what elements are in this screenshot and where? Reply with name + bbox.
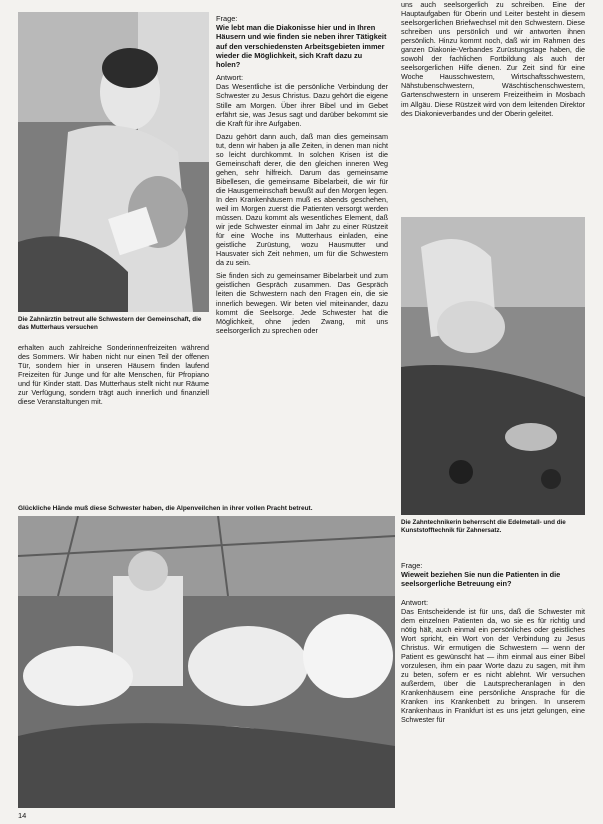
answer-1-paragraph-1: Das Wesentliche ist die persönliche Verbindung der Schwester zu Jesus Christus. Dazu gehört die eigene Stille am Morgen. Über ihrer Bibel und im Gebet erfährt sie, was Jesus sagt und darüber bekommt sie die Kraft für ihre Aufgaben.: [216, 82, 388, 128]
photo-dentist: [18, 12, 209, 312]
answer-1-paragraph-3: Sie finden sich zu gemeinsamer Bibelarbeit und zum geistlichen Gespräch zusammen. Das Gespräch leiten die Schwestern nach den Fragen ein, die sie innerlich bewegen. Wir beten viel miteinander, dazu kommt die Seelsorge. Jede Schwester hat die Möglichkeit, ohne jeden Zwang, mit uns seelsorgerlich zu sprechen oder: [216, 271, 388, 335]
caption-dentist: Die Zahnärztin betreut alle Schwestern der Gemeinschaft, die das Mutterhaus versuchen: [18, 316, 202, 331]
question-2: Wieweit beziehen Sie nun die Patienten in die seelsorgerliche Betreuung ein?: [401, 570, 561, 589]
photo-dentist-graphic: [18, 12, 209, 312]
answer-label-1: Antwort:: [216, 73, 244, 83]
question-label-1: Frage:: [216, 14, 238, 23]
question-label-2: Frage:: [401, 561, 423, 570]
photo-dental-technician-graphic: [401, 217, 585, 515]
question-1: Wie lebt man die Diakonisse hier und in Ihren Häusern und wie finden sie neben ihrer Tätigkeit auf den verschiedensten Arbeitsgebieten immer wieder die Möglichkeit, sich Kraft dazu zu holen?: [216, 23, 387, 70]
answer-label-2: Antwort:: [401, 597, 429, 607]
middle-column: [216, 14, 388, 504]
caption-dental-technician: Die Zahntechnikerin beherrscht die Edelmetall- und die Kunststofftechnik für Zahnersatz.: [401, 519, 566, 534]
page-number: 14: [18, 811, 27, 820]
photo-cyclamen-greenhouse: [18, 516, 395, 808]
left-column-text: erhalten auch zahlreiche Sonderinnenfreizeiten während des Sommers. Wir haben nicht nur einen Teil der offenen Tür, sondern hier in unseren Häusern finden laufend Freizeiten für Junge und für alte Menschen, für Pfropiano und für Kinder statt. Das Mutterhaus stellt nicht nur Räume zur Verfügung, sondern trägt auch innerlich und finanziell diese Veranstaltungen mit.: [18, 343, 209, 407]
right-column-top-text: uns auch seelsorgerlich zu schreiben. Eine der Hauptaufgaben für Oberin und Leiter besteht in diesem seelsorgerlichen Briefwechsel mit den Schwestern. Diese schreiben uns persönlich und wir antworten ihnen persönlich. Hinzu kommt noch, daß wir im Rahmen des ganzen Diakonie-Verbandes Zurüstungstage haben, die sowohl der fachlichen Fortbildung als auch der seelsorgerlichen Hilfe dienen. Zur Zeit sind für eine Woche Hausschwestern, Wirtschaftsschwestern, Nähstubenschwestern, Wäschtischenschwestern, Gartenschwestern in unserem Freizeitheim in Mosbach im Allgäu. Diese Rüstzeit wird von dem leitenden Direktor des Diakonieverbandes und der Oberin geleitet.: [401, 0, 585, 118]
photo-dental-technician: [401, 217, 585, 515]
caption-cyclamen: Glückliche Hände muß diese Schwester haben, die Alpenveilchen in ihrer vollen Pracht betreut.: [18, 505, 313, 512]
answer-2: Das Entscheidende ist für uns, daß die Schwester mit dem einzelnen Patienten da, wo sie es für richtig und nötig hält, auch einmal ein persönliches oder geistliches Wort spricht, ein Wort von der Verbindung zu Jesus Christus. Wir ermutigen die Schwestern — wenn der Patient es gewünscht hat — ihm einmal aus einer Bibel vorzulesen, ihm ein paar Worte dazu zu sagen, mit ihm zu beten, sofern er es nicht ablehnt. Wir versuchen außerdem, über die Lautsprecheranlagen in den Krankenhäusern eine persönliche Ansprache für die Kranken ins Krankenbett zu bringen. In unserem Krankenhaus in Frankfurt ist es uns jetzt gelungen, eine Schwester für: [401, 606, 585, 725]
photo-cyclamen-graphic: [18, 516, 395, 808]
answer-1-paragraph-2: Dazu gehört dann auch, daß man dies gemeinsam tut, denn wir haben ja alle Zeiten, in denen man nicht so leicht durchkommt. In solchen Krisen ist die Gemeinschaft derer, die den gleichen inneren Weg gehen, sehr hilfreich. Darum das gemeinsame Bibellesen, die gemeinsame Bibelarbeit, die wir für die Hausgemeinschaft bewußt auf den Morgen legen. In den Krankenhäusern muß es abends geschehen, weil im Morgen zuerst die Patienten versorgt werden müssen. Dazu kommt als wesentliches Element, daß wir jede Schwester einmal im Jahr zu einer Rüstzeit für eine Woche ins Mutterhaus einladen, eine geistliche Zurüstung, wozu Hausmutter und Hausvater sich Zeit nehmen, um für die Schwestern da zu sein.: [216, 131, 388, 268]
right-column-qa: [401, 561, 585, 824]
